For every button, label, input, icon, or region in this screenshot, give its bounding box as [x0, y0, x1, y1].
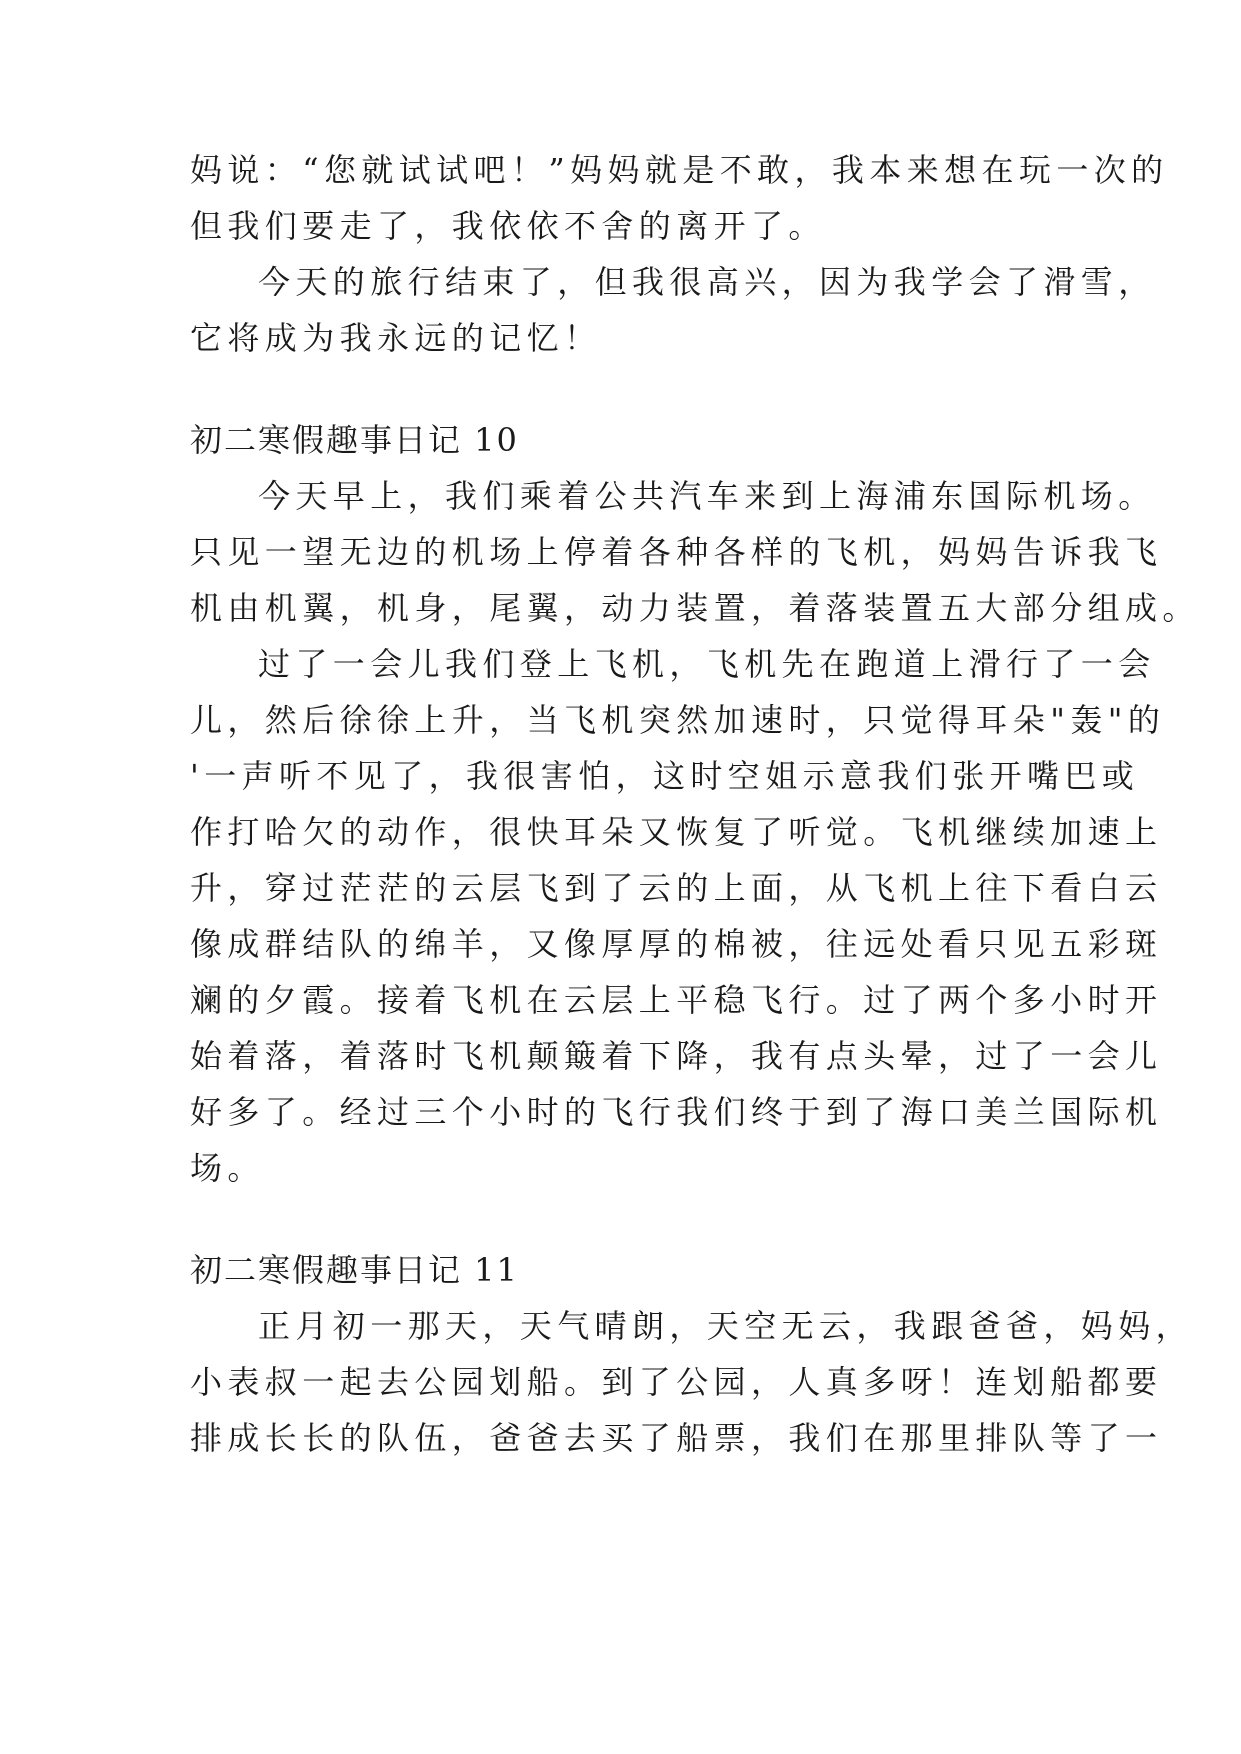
paragraph-line: 排成长长的队伍，爸爸去买了船票，我们在那里排队等了一: [190, 1419, 1163, 1457]
paragraph-line: 过了一会儿我们登上飞机，飞机先在跑道上滑行了一会: [258, 645, 1156, 683]
paragraph-line: 它将成为我永远的记忆！: [190, 319, 602, 357]
paragraph-line: 好多了。经过三个小时的飞行我们终于到了海口美兰国际机: [190, 1093, 1163, 1131]
paragraph-line: 始着落，着落时飞机颠簸着下降，我有点头晕，过了一会儿: [190, 1037, 1163, 1075]
paragraph-line: 只见一望无边的机场上停着各种各样的飞机，妈妈告诉我飞: [190, 533, 1163, 571]
paragraph-line: 机由机翼，机身，尾翼，动力装置，着落装置五大部分组成。: [190, 589, 1200, 627]
paragraph-line: 正月初一那天，天气晴朗，天空无云，我跟爸爸，妈妈，: [258, 1307, 1194, 1345]
paragraph-line: 场。: [190, 1149, 265, 1187]
paragraph-line: 斓的夕霞。接着飞机在云层上平稳飞行。过了两个多小时开: [190, 981, 1163, 1019]
paragraph-line: 今天早上，我们乘着公共汽车来到上海浦东国际机场。: [258, 477, 1156, 515]
paragraph-line: 作打哈欠的动作，很快耳朵又恢复了听觉。飞机继续加速上: [190, 813, 1163, 851]
paragraph-line: 儿，然后徐徐上升，当飞机突然加速时，只觉得耳朵"轰"的: [190, 701, 1166, 739]
paragraph-line: 今天的旅行结束了，但我很高兴，因为我学会了滑雪，: [258, 263, 1156, 301]
paragraph-line: 但我们要走了，我依依不舍的离开了。: [190, 207, 826, 245]
paragraph-line: 妈说：“您就试试吧！”妈妈就是不敢，我本来想在玩一次的: [190, 151, 1169, 189]
entry-title: 初二寒假趣事日记 11: [190, 1251, 519, 1289]
paragraph-line: '一声听不见了，我很害怕，这时空姐示意我们张开嘴巴或: [190, 757, 1140, 795]
entry-title: 初二寒假趣事日记 10: [190, 421, 519, 459]
paragraph-line: 像成群结队的绵羊，又像厚厚的棉被，往远处看只见五彩斑: [190, 925, 1163, 963]
paragraph-line: 升，穿过茫茫的云层飞到了云的上面，从飞机上往下看白云: [190, 869, 1163, 907]
paragraph-line: 小表叔一起去公园划船。到了公园，人真多呀！连划船都要: [190, 1363, 1163, 1401]
